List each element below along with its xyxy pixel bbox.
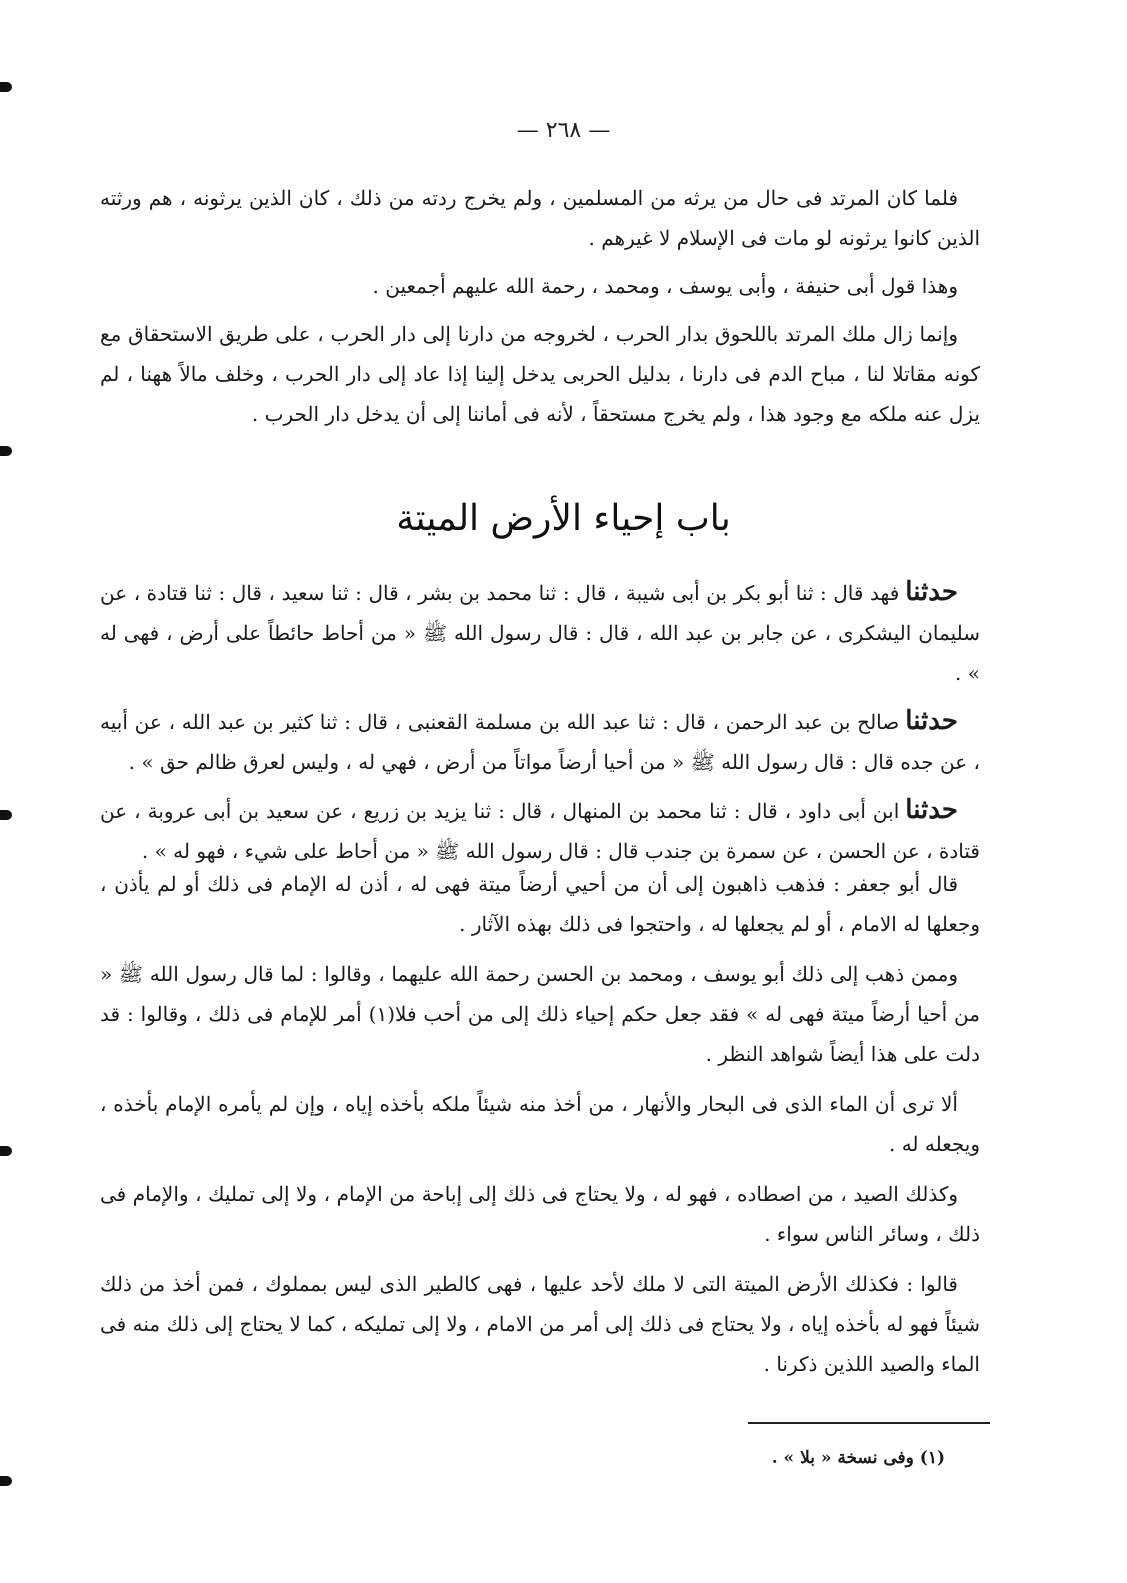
intro-paragraph-2: وهذا قول أبى حنيفة ، وأبى يوسف ، ومحمد ، رحمة الله عليهم أجمعين . <box>372 274 958 298</box>
scan-edge-mark <box>0 82 12 92</box>
intro-paragraph-3: وإنما زال ملك المرتد باللحوق بدار الحرب ، لخروجه من دارنا إلى دار الحرب ، على طريق الاستحقاق مع كونه مقاتلا لنا ، مباح الدم فى دارنا ، بدليل الحربى يدخل إلينا إذا عاد إلى دار الحرب ، وخلف مالاً ههنا ، لم يزل عنه ملكه مع وجود هذا ، ولم يخرج مستحقاً ، لأنه فى أماننا إلى أن يدخل دار الحرب . <box>100 322 980 426</box>
hadith-2 <box>100 701 980 782</box>
intro-paragraph-1: فلما كان المرتد فى حال من يرثه من المسلمين ، ولم يخرج ردته من ذلك ، كان الذين يرثونه ، هم ورثته الذين كانوا يرثونه لو مات فى الإسلام لا غيرهم . <box>100 186 980 250</box>
page-number: — ٢٦٨ — <box>516 118 611 143</box>
chapter-title: باب إحياء الأرض الميتة <box>396 498 731 539</box>
intro-block <box>100 178 980 434</box>
footnote-rule <box>748 1422 990 1424</box>
hadith-3-text: ابن أبى داود ، قال : ثنا محمد بن المنهال ، قال : ثنا يزيد بن زريع ، عن سعيد بن أبى عروبة ، عن قتادة ، عن الحسن ، عن سمرة بن جندب قال : قال رسول الله ﷺ « من أحاط على شيء ، فهو له » . <box>100 799 980 863</box>
scan-edge-mark <box>0 1146 12 1156</box>
footnote: (١) وفى نسخة « بلا » . <box>771 1448 945 1468</box>
paragraph-5: قالوا : فكذلك الأرض الميتة التى لا ملك لأحد عليها ، فهى كالطير الذى ليس بمملوك ، فمن أخذ من ذلك شيئاً فهو له بأخذه إياه ، ولا يحتاج فى ذلك إلى أمر من الامام ، ولا إلى تمليكه ، كما لا يحتاج إلى ذلك منه فى الماء والصيد اللذين ذكرنا . <box>100 1272 980 1376</box>
paragraph-4: وكذلك الصيد ، من اصطاده ، فهو له ، ولا يحتاج فى ذلك إلى إباحة من الإمام ، ولا إلى تمليك ، والإمام فى ذلك ، وسائر الناس سواء . <box>100 1182 980 1246</box>
hadith-block <box>100 572 980 871</box>
hadith-1-text: فهد قال : ثنا أبو بكر بن أبى شيبة ، قال : ثنا محمد بن بشر ، قال : ثنا سعيد ، قال : ثنا قتادة ، عن سليمان اليشكرى ، عن جابر بن عبد الله ، قال : قال رسول الله ﷺ « من أحاط حائطاً على أرض ، فهى له » . <box>100 581 980 685</box>
hadith-3 <box>100 790 980 871</box>
paragraph-3: ألا ترى أن الماء الذى فى البحار والأنهار ، من أخذ منه شيئاً ملكه بأخذه إياه ، وإن لم يأمره الإمام بأخذه ، ويجعله له . <box>100 1092 980 1156</box>
scan-edge-mark <box>0 446 12 456</box>
hadith-word: حدثنا <box>905 795 958 825</box>
hadith-2-text: صالح بن عبد الرحمن ، قال : ثنا عبد الله بن مسلمة القعنبى ، قال : ثنا كثير بن عبد الله ، عن أبيه ، عن جده قال : قال رسول الله ﷺ « من أحيا أرضاً مواتاً من أرض ، فهي له ، وليس لعرق ظالم حق » . <box>100 710 980 774</box>
scan-edge-mark <box>0 810 12 820</box>
hadith-word: حدثنا <box>905 577 958 607</box>
paragraph-1: قال أبو جعفر : فذهب ذاهبون إلى أن من أحيي أرضاً ميتة فهى له ، أذن له الإمام فى ذلك أو لم يأذن ، وجعلها له الامام ، أو لم يجعلها له ، واحتجوا فى ذلك بهذه الآثار . <box>100 872 980 936</box>
paragraph-2: وممن ذهب إلى ذلك أبو يوسف ، ومحمد بن الحسن رحمة الله عليهما ، وقالوا : لما قال رسول الله ﷺ « من أحيا أرضاً ميتة فهى له » فقد جعل حكم إحياء ذلك إلى من أحب فلا(١) أمر للإمام فى ذلك ، وقالوا : قد دلت على هذا أيضاً شواهد النظر . <box>100 962 980 1066</box>
scan-edge-mark <box>0 1476 12 1486</box>
hadith-word: حدثنا <box>905 706 958 736</box>
hadith-1 <box>100 572 980 693</box>
discussion-block <box>100 864 980 1384</box>
